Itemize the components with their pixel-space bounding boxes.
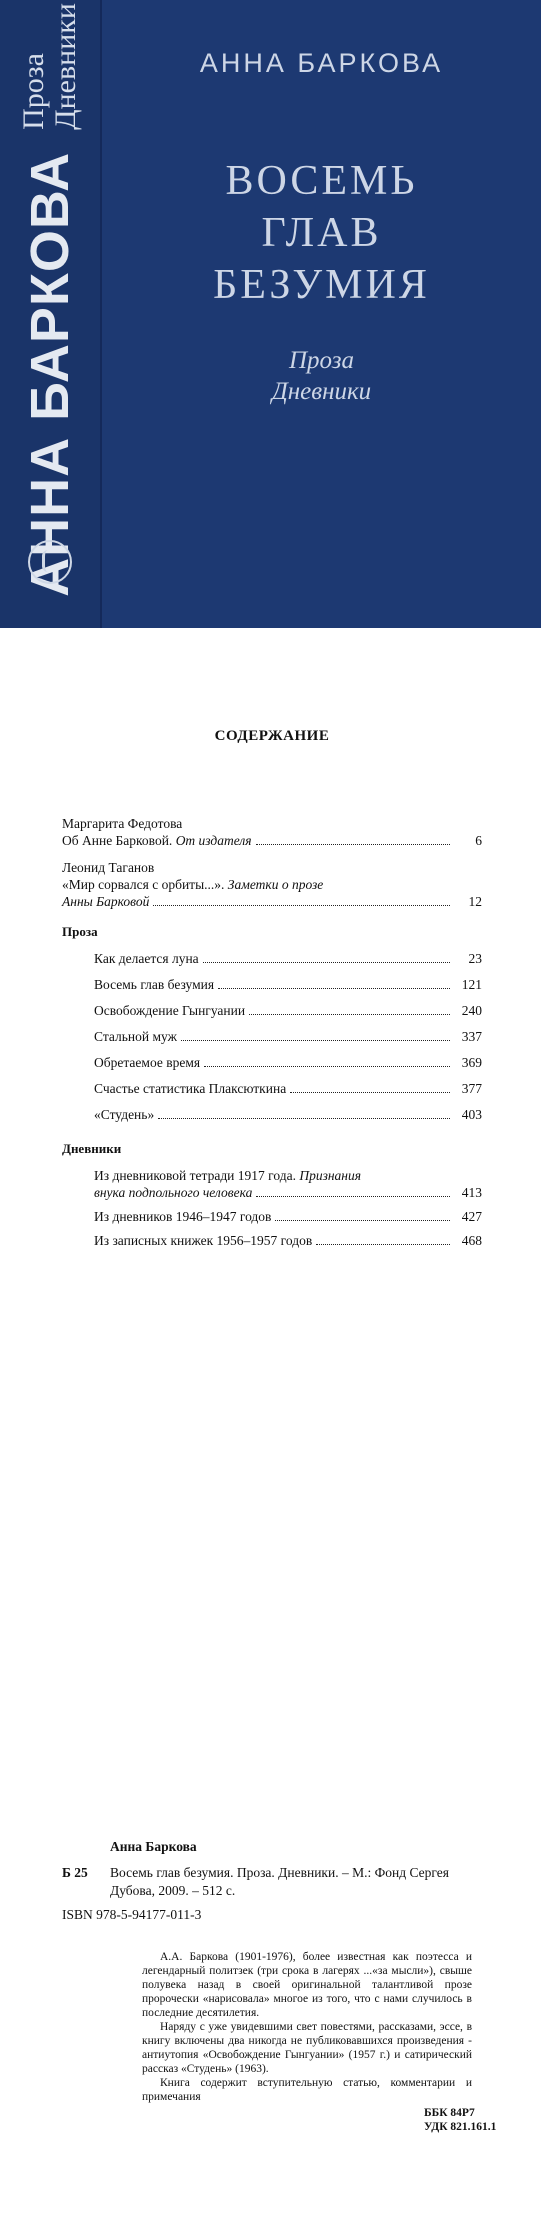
- front-cover: [102, 0, 541, 628]
- cover-title: ВОСЕМЬ ГЛАВ БЕЗУМИЯ: [213, 158, 430, 308]
- toc-entry-intro-2[interactable]: Леонид Таганов «Мир сорвался с орбиты...». Заметки о прозе Анны Барковой 12: [62, 860, 482, 909]
- classification-codes: ББК 84Р7 УДК 821.161.1: [424, 2107, 497, 2133]
- toc-entry[interactable]: Счастье статистика Плаксюткина 377: [94, 1081, 482, 1096]
- toc-page-number: 6: [475, 833, 482, 848]
- spine-subtitle: Проза Дневники: [17, 3, 82, 130]
- toc-page-number: 12: [468, 894, 482, 909]
- spine-author: АННА БАРКОВА: [20, 151, 80, 597]
- toc-entry-intro-1[interactable]: Маргарита Федотова Об Анне Барковой. От издателя 6: [62, 816, 482, 848]
- toc-entry-author: Маргарита Федотова: [62, 816, 183, 831]
- toc-entry[interactable]: Из записных книжек 1956–1957 годов 468: [94, 1233, 482, 1248]
- toc-entry[interactable]: Стальной муж 337: [94, 1029, 482, 1044]
- toc-entry[interactable]: Восемь глав безумия 121: [94, 977, 482, 992]
- section-heading-prose: Проза: [62, 924, 98, 939]
- imprint-author: Анна Баркова: [110, 1839, 197, 1854]
- imprint-description: Восемь глав безумия. Проза. Дневники. – М.: Фонд Сергея Дубова, 2009. – 512 с.: [110, 1865, 449, 1898]
- toc-entry[interactable]: Из дневниковой тетради 1917 года. Признания внука подпольного человека 413: [94, 1168, 482, 1200]
- cover-author: АННА БАРКОВА: [199, 48, 444, 78]
- section-heading-diaries: Дневники: [62, 1141, 122, 1156]
- book-abstract: А.А. Баркова (1901-1976), более известная как поэтесса и легендарный политзек (три срока в лагерях ...«за мысли»), свыше полувека назад в своей оригинальной талантливой прозе пророчески «нарисовала» многое из того, что с нами случилось в последние десятилетия. Наряду с уже увидевшими свет повестями, рассказами, эссе, в книгу включены два никогда не публиковавшихся произведения - антиутопия «Освобождение Гынгуании» (1957 г.) и сатирический рассказ «Студень» (1963). Книга содержит вступительную статью, комментарии и примечания: [142, 1951, 472, 2103]
- book-spine: [0, 0, 102, 628]
- contents-title: СОДЕРЖАНИЕ: [214, 728, 330, 744]
- table-of-contents: [62, 728, 482, 1256]
- imprint-page: [62, 1838, 492, 2104]
- imprint-code: Б 25: [62, 1865, 88, 1880]
- toc-entry-author: Леонид Таганов: [62, 860, 155, 875]
- isbn: ISBN 978-5-94177-011-3: [62, 1907, 202, 1922]
- book-cover: [0, 0, 541, 628]
- publisher-logo-icon: [28, 540, 72, 584]
- toc-entry[interactable]: Обретаемое время 369: [94, 1055, 482, 1070]
- toc-entry[interactable]: Как делается луна 23: [94, 951, 482, 966]
- toc-entry[interactable]: Освобождение Гынгуании 240: [94, 1003, 482, 1018]
- toc-entry[interactable]: Из дневников 1946–1947 годов 427: [94, 1209, 482, 1224]
- cover-subtitle: Проза Дневники: [271, 347, 372, 405]
- toc-entry[interactable]: «Студень» 403: [94, 1107, 482, 1122]
